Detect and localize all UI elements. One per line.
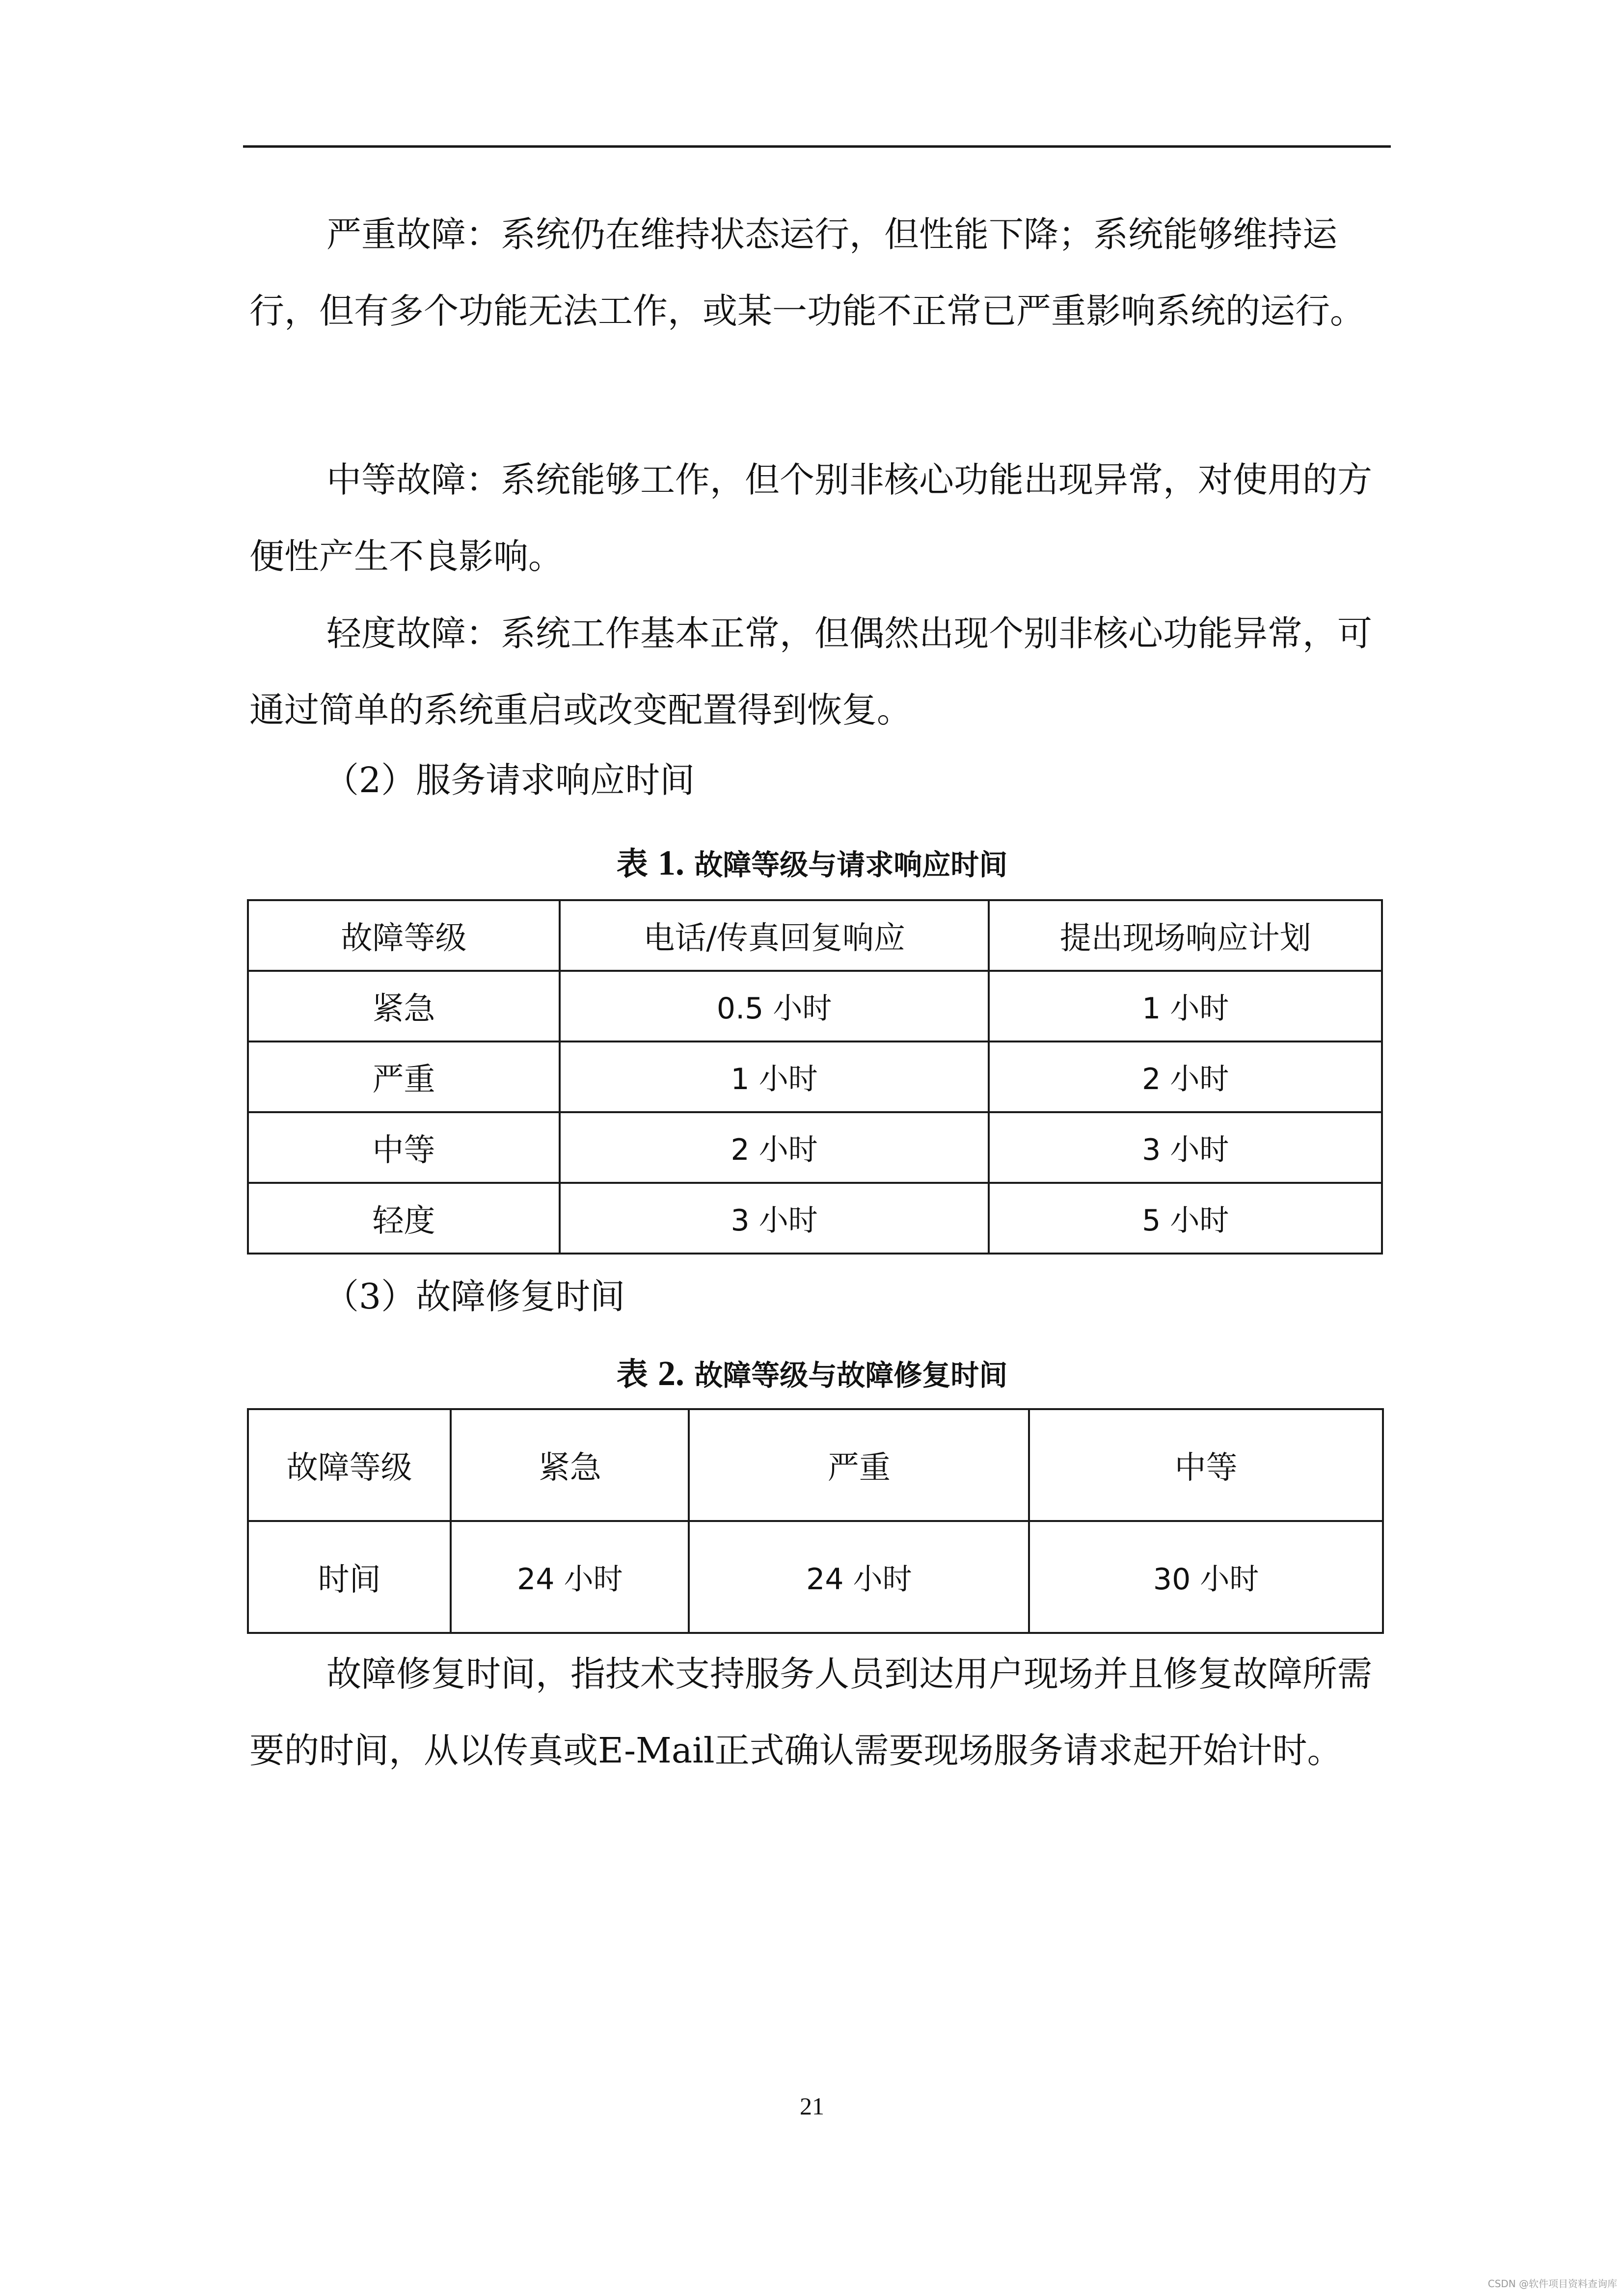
- table-row: [248, 1112, 1382, 1183]
- paragraph-severe-fault: 严重故障：系统仍在维持状态运行，但性能下降；系统能够维持运行，但有多个功能无法工作，或某一功能不正常已严重影响系统的运行。: [249, 214, 1365, 331]
- header-rule: [243, 145, 1391, 148]
- paragraph-moderate-fault: 中等故障：系统能够工作，但个别非核心功能出现异常，对使用的方便性产生不良影响。: [249, 459, 1373, 577]
- table-cell: 轻度: [248, 1183, 560, 1254]
- table2-header-cell: 故障等级: [248, 1409, 451, 1521]
- paragraph-minor-fault: 轻度故障：系统工作基本正常，但偶然出现个别非核心功能异常，可通过简单的系统重启或改变配置得到恢复。: [249, 613, 1373, 730]
- table2-header-cell: 严重: [689, 1409, 1029, 1521]
- paragraph-repair-time-definition: 故障修复时间，指技术支持服务人员到达用户现场并且修复故障所需要的时间，从以传真或E-Mail正式确认需要现场服务请求起开始计时。: [249, 1654, 1373, 1771]
- table1-header-cell: 提出现场响应计划: [989, 900, 1382, 971]
- watermark: CSDN @软件项目资料查询库: [1488, 2278, 1617, 2290]
- table-response-time: [247, 899, 1383, 1255]
- table-cell: 3 小时: [560, 1183, 989, 1254]
- table-repair-time: [247, 1408, 1384, 1634]
- table-cell: 中等: [248, 1112, 560, 1183]
- table1-header-row: [248, 900, 1382, 971]
- table-cell: 24 小时: [451, 1521, 689, 1633]
- table2-header-cell: 紧急: [451, 1409, 689, 1521]
- table-row: [248, 971, 1382, 1041]
- table-cell: 30 小时: [1029, 1521, 1383, 1633]
- table-cell: 1 小时: [989, 971, 1382, 1041]
- table-cell: 时间: [248, 1521, 451, 1633]
- table-cell: 2 小时: [560, 1112, 989, 1183]
- table-cell: 严重: [248, 1041, 560, 1112]
- section-heading-repair-time: （3）故障修复时间: [324, 1276, 625, 1317]
- table-cell: 24 小时: [689, 1521, 1029, 1633]
- page-number: 21: [800, 2092, 824, 2120]
- table-row: [248, 1041, 1382, 1112]
- section-heading-response-time: （2）服务请求响应时间: [324, 760, 695, 801]
- table2-header-row: [248, 1409, 1383, 1521]
- table2-caption: 表 2. 故障等级与故障修复时间: [616, 1354, 1008, 1393]
- table1-header-cell: 电话/传真回复响应: [560, 900, 989, 971]
- table-row: [248, 1183, 1382, 1254]
- table-cell: 2 小时: [989, 1041, 1382, 1112]
- table-cell: 3 小时: [989, 1112, 1382, 1183]
- table-cell: 5 小时: [989, 1183, 1382, 1254]
- table-row: [248, 1521, 1383, 1633]
- table1-caption: 表 1. 故障等级与请求响应时间: [616, 843, 1008, 882]
- table2-header-cell: 中等: [1029, 1409, 1383, 1521]
- table-cell: 0.5 小时: [560, 971, 989, 1041]
- table-cell: 紧急: [248, 971, 560, 1041]
- table1-header-cell: 故障等级: [248, 900, 560, 971]
- table-cell: 1 小时: [560, 1041, 989, 1112]
